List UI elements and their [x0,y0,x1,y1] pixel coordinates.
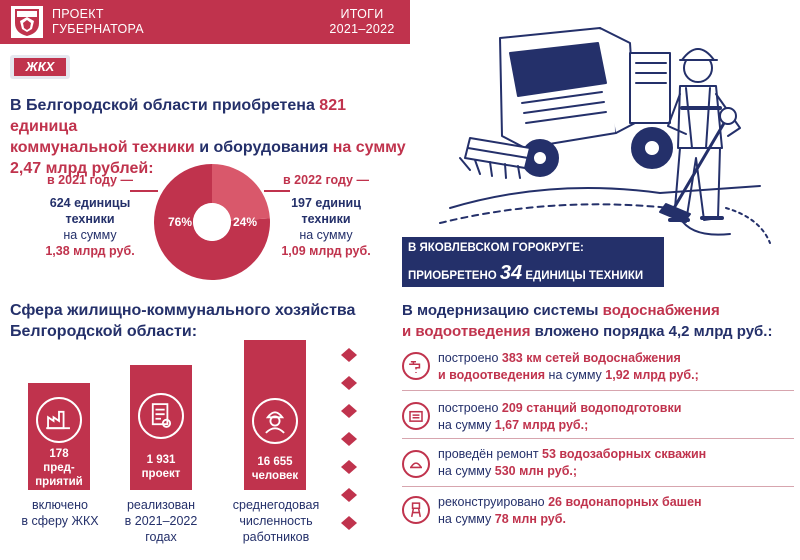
housing-title-line2: Белгородской области: [10,323,198,340]
bar-workers [244,340,306,490]
bar-workers-caption-line2: численность [239,514,313,528]
bar-workers-value: 16 655 [257,456,293,468]
water-title-part1: В модернизацию системы [402,302,603,319]
lead-part1: В Белгородской области приобретена [10,97,320,114]
stat-2022-year: в 2022 году — [283,173,369,187]
item-towers-prefix: реконструировано [438,495,549,509]
housing-section-title [10,300,390,342]
worker-icon [252,398,298,444]
treatment-station-icon [402,402,430,430]
item-networks-sum-label: на сумму [545,368,606,382]
stat-2021 [20,172,160,259]
stat-2021-units-label: техники [65,212,115,226]
item-stations-count: 209 станций водоподготовки [501,401,682,415]
item-stations-prefix: построено [438,401,502,415]
bar-workers-caption [218,497,334,545]
coat-of-arms-logo [10,5,44,39]
bar-projects [130,365,192,490]
item-stations-sum-label: на сумму [438,418,495,432]
item-networks-count: 383 км сетей водоснабжения [501,351,681,365]
item-towers-count: 26 водонапорных башен [548,495,702,509]
bar-workers-caption-line1: среднегодовая [232,498,320,512]
bar-enterprises-caption-line2: в сферу ЖКХ [21,514,99,528]
item-stations-sum: 1,67 млрд руб.; [494,418,589,432]
bar-workers-caption-line3: работников [242,530,310,544]
itogi-title [320,7,404,37]
water-tower-icon [402,496,430,524]
stat-2021-year: в 2021 году — [47,173,133,187]
bar-enterprises-value: 178 [49,448,69,460]
item-wells-count: 53 водозаборных скважин [542,447,707,461]
separator-2 [402,438,794,439]
item-towers-sum: 78 млн руб. [494,512,566,526]
stat-2021-sum: 1,38 млрд руб. [45,244,135,258]
item-towers [438,494,793,528]
donut-label-2022: 24% [233,215,258,229]
item-wells-sum-label: на сумму [438,464,495,478]
separator-1 [402,390,794,391]
bar-projects-caption [106,497,216,545]
water-section-title [402,300,797,342]
bar-projects-caption-line3: годах [145,530,177,544]
item-networks-count2: и водоотведения [438,368,546,382]
tag-line2-suffix: ЕДИНИЦЫ ТЕХНИКИ [522,270,644,282]
project-line2: ГУБЕРНАТОРА [52,22,144,36]
tag-line2 [408,262,643,285]
item-wells-sum: 530 млн руб.; [494,464,578,478]
diamond-divider [338,348,360,540]
bar-projects-value: 1 931 [146,454,176,466]
bar-projects-unit: проект [141,468,181,480]
water-title-part3: и водоотведения [402,323,531,340]
bar-enterprises-caption-line1: включено [32,498,88,512]
water-title-part2: водоснабжения [602,302,720,319]
water-title-part4: вложено порядка 4,2 млрд руб.: [530,323,773,340]
bar-enterprises-caption [5,497,115,529]
item-stations [438,400,793,434]
stat-2022-sum: 1,09 млрд руб. [281,244,371,258]
donut-label-2021: 76% [168,215,193,229]
bar-enterprises [28,383,90,490]
item-networks-sum: 1,92 млрд руб.; [605,368,699,382]
separator-3 [402,486,794,487]
water-tap-icon [402,352,430,380]
lead-count: 821 единица [10,97,346,135]
stat-2022 [256,172,396,259]
lead-sum: 2,47 млрд рублей: [10,160,154,177]
document-icon [138,393,184,439]
itogi-years: 2021–2022 [329,22,395,36]
item-towers-sum-label: на сумму [438,512,495,526]
item-wells [438,446,793,480]
itogi-line1: ИТОГИ [340,7,384,21]
item-networks [438,350,793,384]
stat-2021-sum-label: на сумму [63,228,117,242]
donut-hole [193,203,231,241]
header-banner [0,0,410,44]
well-icon [402,450,430,478]
project-title [52,7,144,37]
item-wells-prefix: проведён ремонт [438,447,543,461]
bar-enterprises-unit1: пред- [43,462,75,474]
bar-enterprises-unit2: приятий [35,476,83,488]
section-badge: ЖКХ [14,58,66,76]
lead-part5: на сумму [332,139,406,156]
tag-line2-prefix: ПРИОБРЕТЕНО [408,270,500,282]
item-networks-prefix: построено [438,351,502,365]
stat-2022-units-label: техники [301,212,351,226]
bar-projects-caption-line2: в 2021–2022 [124,514,198,528]
lead-part4: и оборудования [194,139,333,156]
bar-projects-caption-line1: реализован [126,498,196,512]
truck-and-worker-illustration [430,8,796,258]
tag-line1: В ЯКОВЛЕВСКОМ ГОРОКРУГЕ: [408,242,584,254]
bar-workers-unit: человек [251,470,299,482]
stat-2022-sum-label: на сумму [299,228,353,242]
project-line1: ПРОЕКТ [52,7,104,21]
tag-number: 34 [499,262,523,284]
housing-title-line1: Сфера жилищно-коммунального хозяйства [10,302,356,319]
yakovlevsky-tag [402,237,664,287]
stat-2021-units: 624 единицы [49,196,131,210]
factory-icon [36,397,82,443]
lead-part3: коммунальной техники [10,139,195,156]
donut-chart [152,162,272,282]
stat-2022-units: 197 единиц [291,196,361,210]
